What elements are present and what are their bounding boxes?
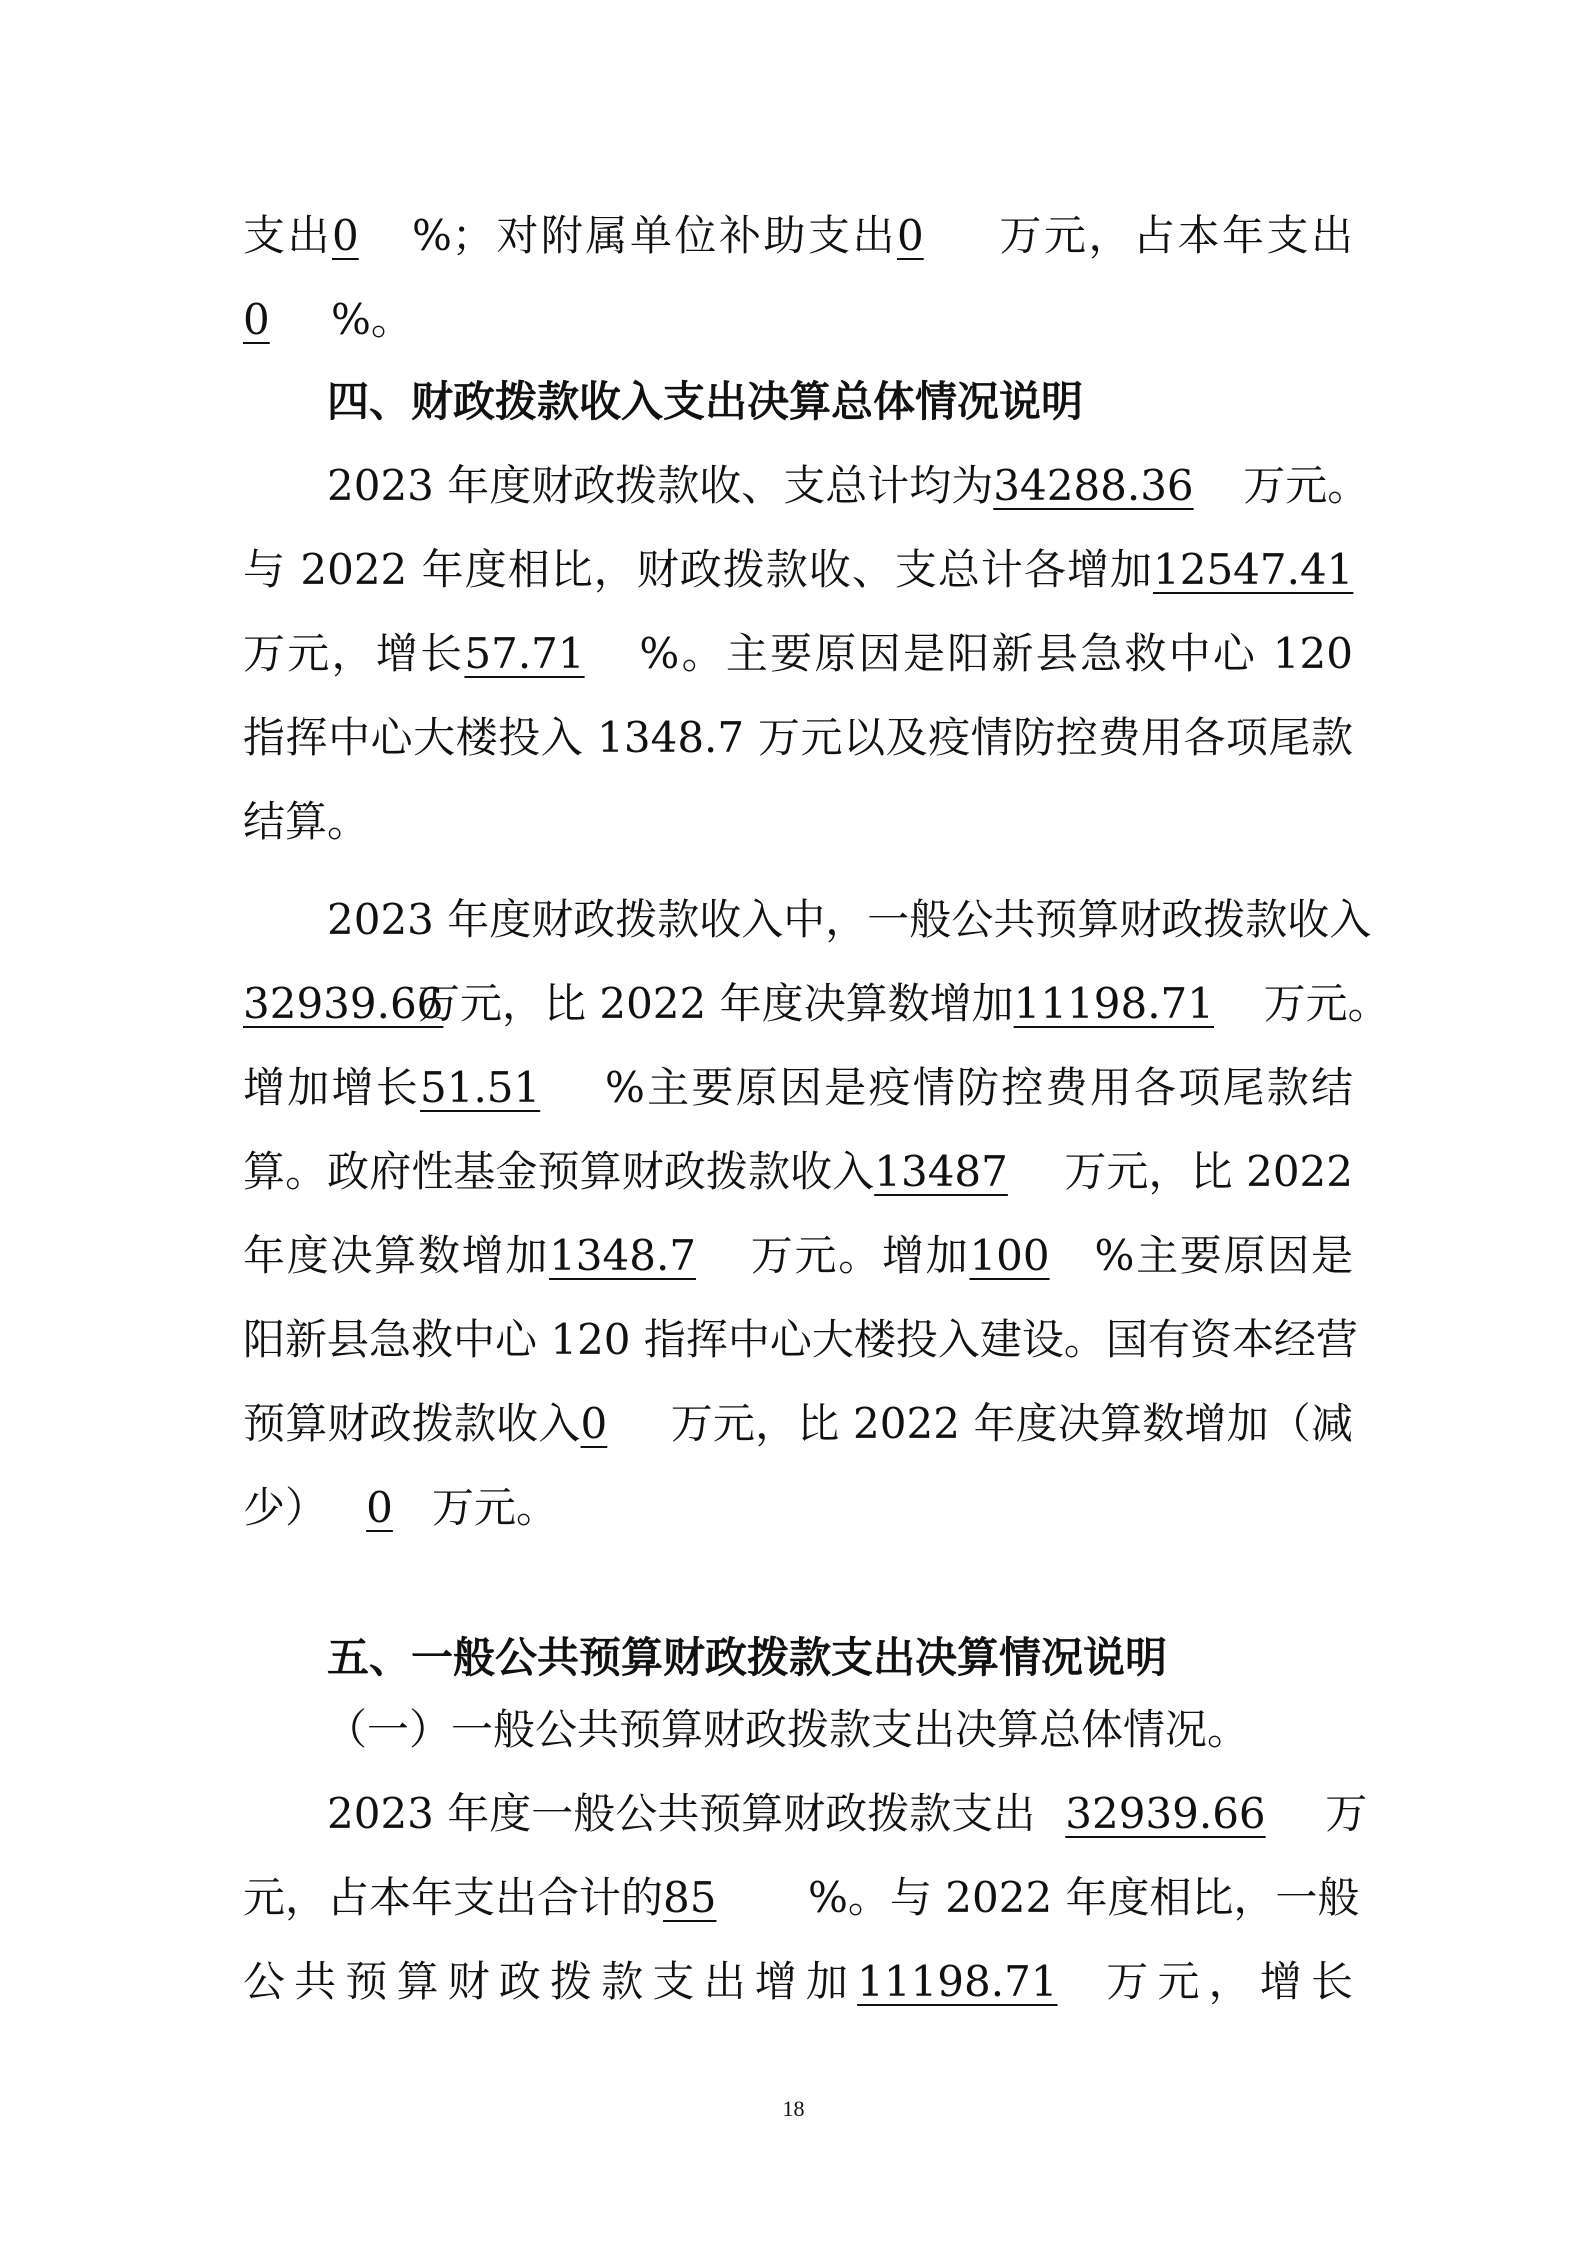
underlined-value: 0	[366, 1483, 393, 1532]
underlined-value: 34288.36	[993, 461, 1194, 510]
text-line-6: 指挥中心大楼投入 1348.7 万元以及疫情防控费用各项尾款	[243, 713, 1353, 762]
text-line-15: 少） 0 万元。	[243, 1478, 1353, 1538]
text-line-12: 年度决算数增加1348.7 万元。增加100 %主要原因是	[243, 1226, 1353, 1286]
underlined-value: 0	[332, 211, 359, 260]
underlined-value: 0	[580, 1399, 608, 1448]
text-line-3: 2023 年度财政拨款收、支总计均为34288.36 万元。	[327, 456, 1353, 516]
underlined-value: 0	[243, 295, 270, 344]
text-line-9: 32939.66万元，比 2022 年度决算数增加11198.71 万元。	[243, 974, 1353, 1034]
text-line-13: 阳新县急救中心 120 指挥中心大楼投入建设。国有资本经营	[243, 1315, 1358, 1364]
text-line-14: 预算财政拨款收入0 万元，比 2022 年度决算数增加（减	[243, 1394, 1353, 1454]
underlined-value: 13487	[874, 1147, 1008, 1196]
underlined-value: 32939.66	[1065, 1789, 1266, 1838]
text-line-8: 2023 年度财政拨款收入中，一般公共预算财政拨款收入	[327, 895, 1372, 944]
underlined-value: 57.71	[464, 629, 585, 678]
text-line-4: 与 2022 年度相比，财政拨款收、支总计各增加12547.41	[243, 540, 1353, 600]
underlined-value: 85	[663, 1873, 717, 1922]
underlined-value: 100	[969, 1231, 1050, 1280]
page-number: 18	[782, 2096, 805, 2121]
text-line-7: 结算。	[243, 797, 370, 846]
text-line-2: 0 %。	[243, 290, 1353, 350]
underlined-value: 11198.71	[1013, 979, 1214, 1028]
subsection-heading: （一）一般公共预算财政拨款支出决算总体情况。	[325, 1705, 1250, 1754]
underlined-value: 0	[896, 211, 924, 260]
underlined-value: 1348.7	[549, 1231, 697, 1280]
underlined-value: 12547.41	[1153, 545, 1354, 594]
underlined-value: 11198.71	[857, 1957, 1058, 2006]
underlined-value: 32939.66	[243, 979, 444, 1028]
text-line-10: 增加增长51.51 %主要原因是疫情防控费用各项尾款结	[243, 1058, 1353, 1118]
text-line-18: 公共预算财政拨款支出增加11198.71 万元，增长	[243, 1952, 1353, 2012]
section-heading-5: 五、一般公共预算财政拨款支出决算情况说明	[327, 1633, 1168, 1682]
text-line-16: 2023 年度一般公共预算财政拨款支出 32939.66 万	[327, 1784, 1353, 1844]
text-line-11: 算。政府性基金预算财政拨款收入13487 万元，比 2022	[243, 1142, 1353, 1202]
section-heading-4: 四、财政拨款收入支出决算总体情况说明	[327, 377, 1084, 426]
text-line-17: 元，占本年支出合计的85 %。与 2022 年度相比，一般	[243, 1868, 1353, 1928]
text-line-5: 万元，增长57.71 %。主要原因是阳新县急救中心 120	[243, 624, 1353, 684]
text-line-1: 支出0 %；对附属单位补助支出0 万元，占本年支出	[243, 206, 1353, 266]
underlined-value: 51.51	[420, 1063, 541, 1112]
